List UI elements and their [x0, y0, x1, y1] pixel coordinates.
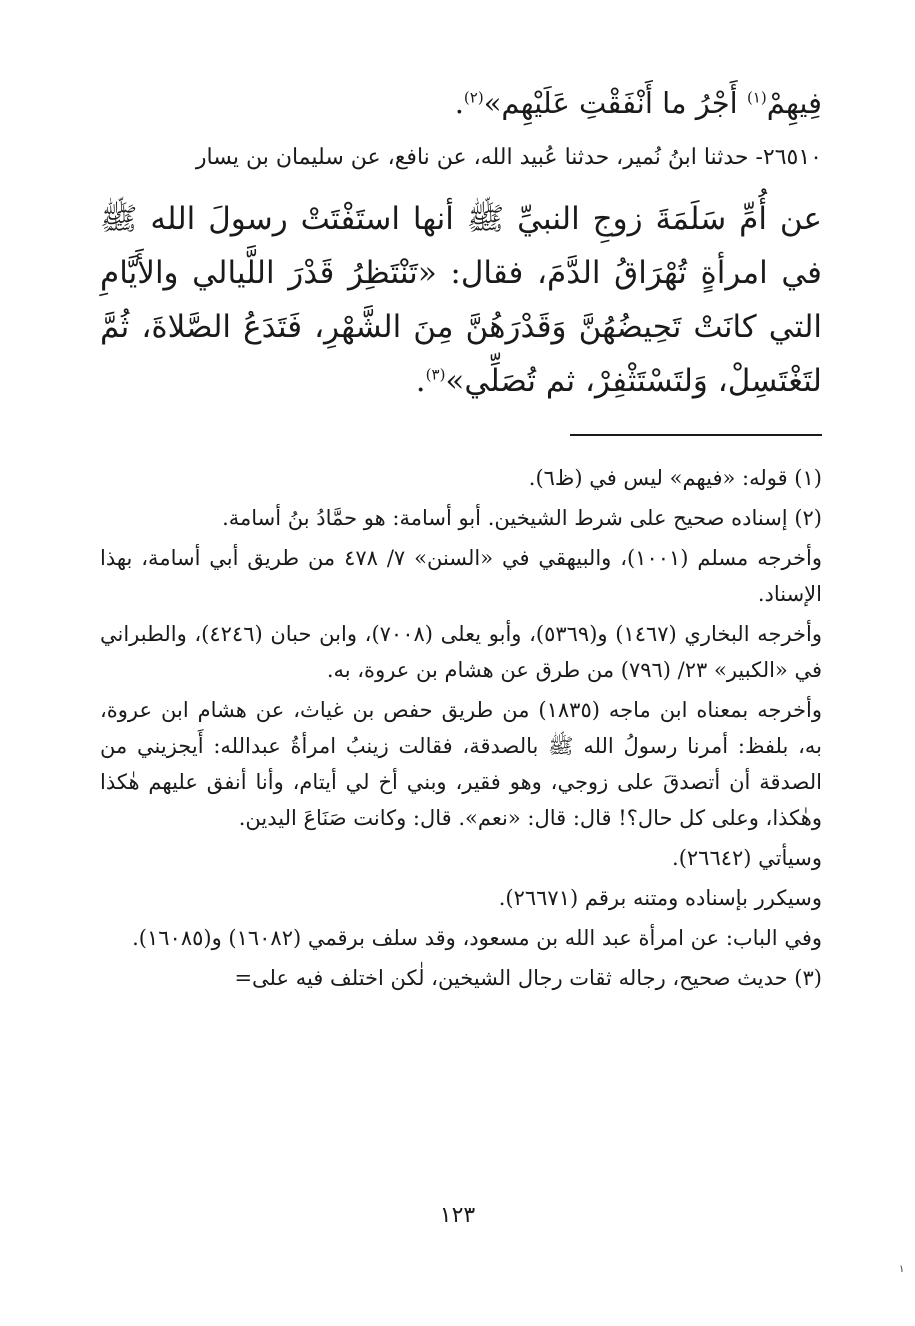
hadith-ending-line	[100, 78, 822, 128]
margin-mark: ١	[899, 1264, 905, 1275]
footnote-2-takhrij-ibn-majah: وأخرجه بمعناه ابن ماجه (١٨٣٥) من طريق حفص بن غياث، عن هشام ابن عروة، به، بلفظ: أمرنا رسولُ الله ﷺ بالصدقة، فقالت زينبُ امرأةُ عبدالله: أَيجزيني من الصدقة أن أتصدقَ على زوجي، وهو فقير، وبني أخ لي أيتام، وأنا أنفق عليهم هٰكذا وهٰكذا، وعلى كل حال؟! قال: قال: «نعم». قال: وكانت صَنَاعَ اليدين.	[100, 698, 822, 830]
footnote-divider	[570, 434, 822, 436]
footnote-2: (٢) إسناده صحيح على شرط الشيخين. أبو أسامة: هو حمَّادُ بنُ أسامة.	[222, 506, 822, 530]
isnad-chain: ٢٦٥١٠- حدثنا ابنُ نُمير، حدثنا عُبيد الله، عن نافع، عن سليمان بن يسار	[195, 145, 822, 170]
footnote-2-takhrij-muslim: وأخرجه مسلم (١٠٠١)، والبيهقي في «السنن» ٧/ ٤٧٨ من طريق أبي أسامة، بهذا الإسناد.	[100, 546, 822, 606]
footnotes	[100, 460, 822, 996]
footnote-ref-3[interactable]: (٣)	[425, 365, 446, 384]
footnote-2-sayati: وسيأتي (٢٦٦٤٢).	[672, 846, 822, 870]
footnote-2-sayukarrar: وسيكرر بإسناده ومتنه برقم (٢٦٦٧١).	[498, 886, 822, 910]
footnote-2-fil-bab: وفي الباب: عن امرأة عبد الله بن مسعود، وقد سلف برقمي (١٦٠٨٢) و(١٦٠٨٥).	[132, 926, 822, 950]
main-text	[100, 78, 822, 408]
punctuation: .	[454, 86, 464, 120]
hadith-matn	[100, 192, 822, 408]
page-number: ١٢٣	[439, 1203, 476, 1228]
footnote-ref-2[interactable]: (٢)	[463, 88, 484, 107]
footnote-2-takhrij-bukhari: وأخرجه البخاري (١٤٦٧) و(٥٣٦٩)، وأبو يعلى (٧٠٠٨)، وابن حبان (٤٢٤٦)، والطبراني في «الكبير» ٢٣/ (٧٩٦) من طرق عن هشام بن عروة، به.	[100, 622, 822, 682]
hadith-text: أَجْرُ ما أَنْفَقْتِ عَلَيْهِم»	[483, 86, 747, 120]
matn-text: عن أُمِّ سَلَمَةَ زوجِ النبيِّ ﷺ أنها استَفْتَتْ رسولَ الله ﷺ في امرأةٍ تُهْرَاقُ الدَّمَ، فقال: «تَنْتَظِرُ قَدْرَ اللَّيالي والأَيَّامِ التي كانَتْ تَحِيضُهُنَّ وَقَدْرَهُنَّ مِنَ الشَّهْرِ، فَتَدَعُ الصَّلاةَ، ثُمَّ لتَغْتَسِلْ، وَلتَسْتَثْفِرْ، ثم تُصَلِّي»	[100, 201, 822, 399]
punctuation: .	[415, 363, 426, 399]
footnote-1: (١) قوله: «فيهم» ليس في (ظ٦).	[528, 466, 822, 490]
hadith-word: فِيهِمْ	[766, 86, 822, 120]
footnote-3: (٣) حديث صحيح، رجاله ثقات رجال الشيخين، لٰكن اختلف فيه على=	[234, 966, 822, 990]
footnote-ref-1[interactable]: (١)	[746, 88, 767, 107]
page-content	[100, 78, 822, 1000]
